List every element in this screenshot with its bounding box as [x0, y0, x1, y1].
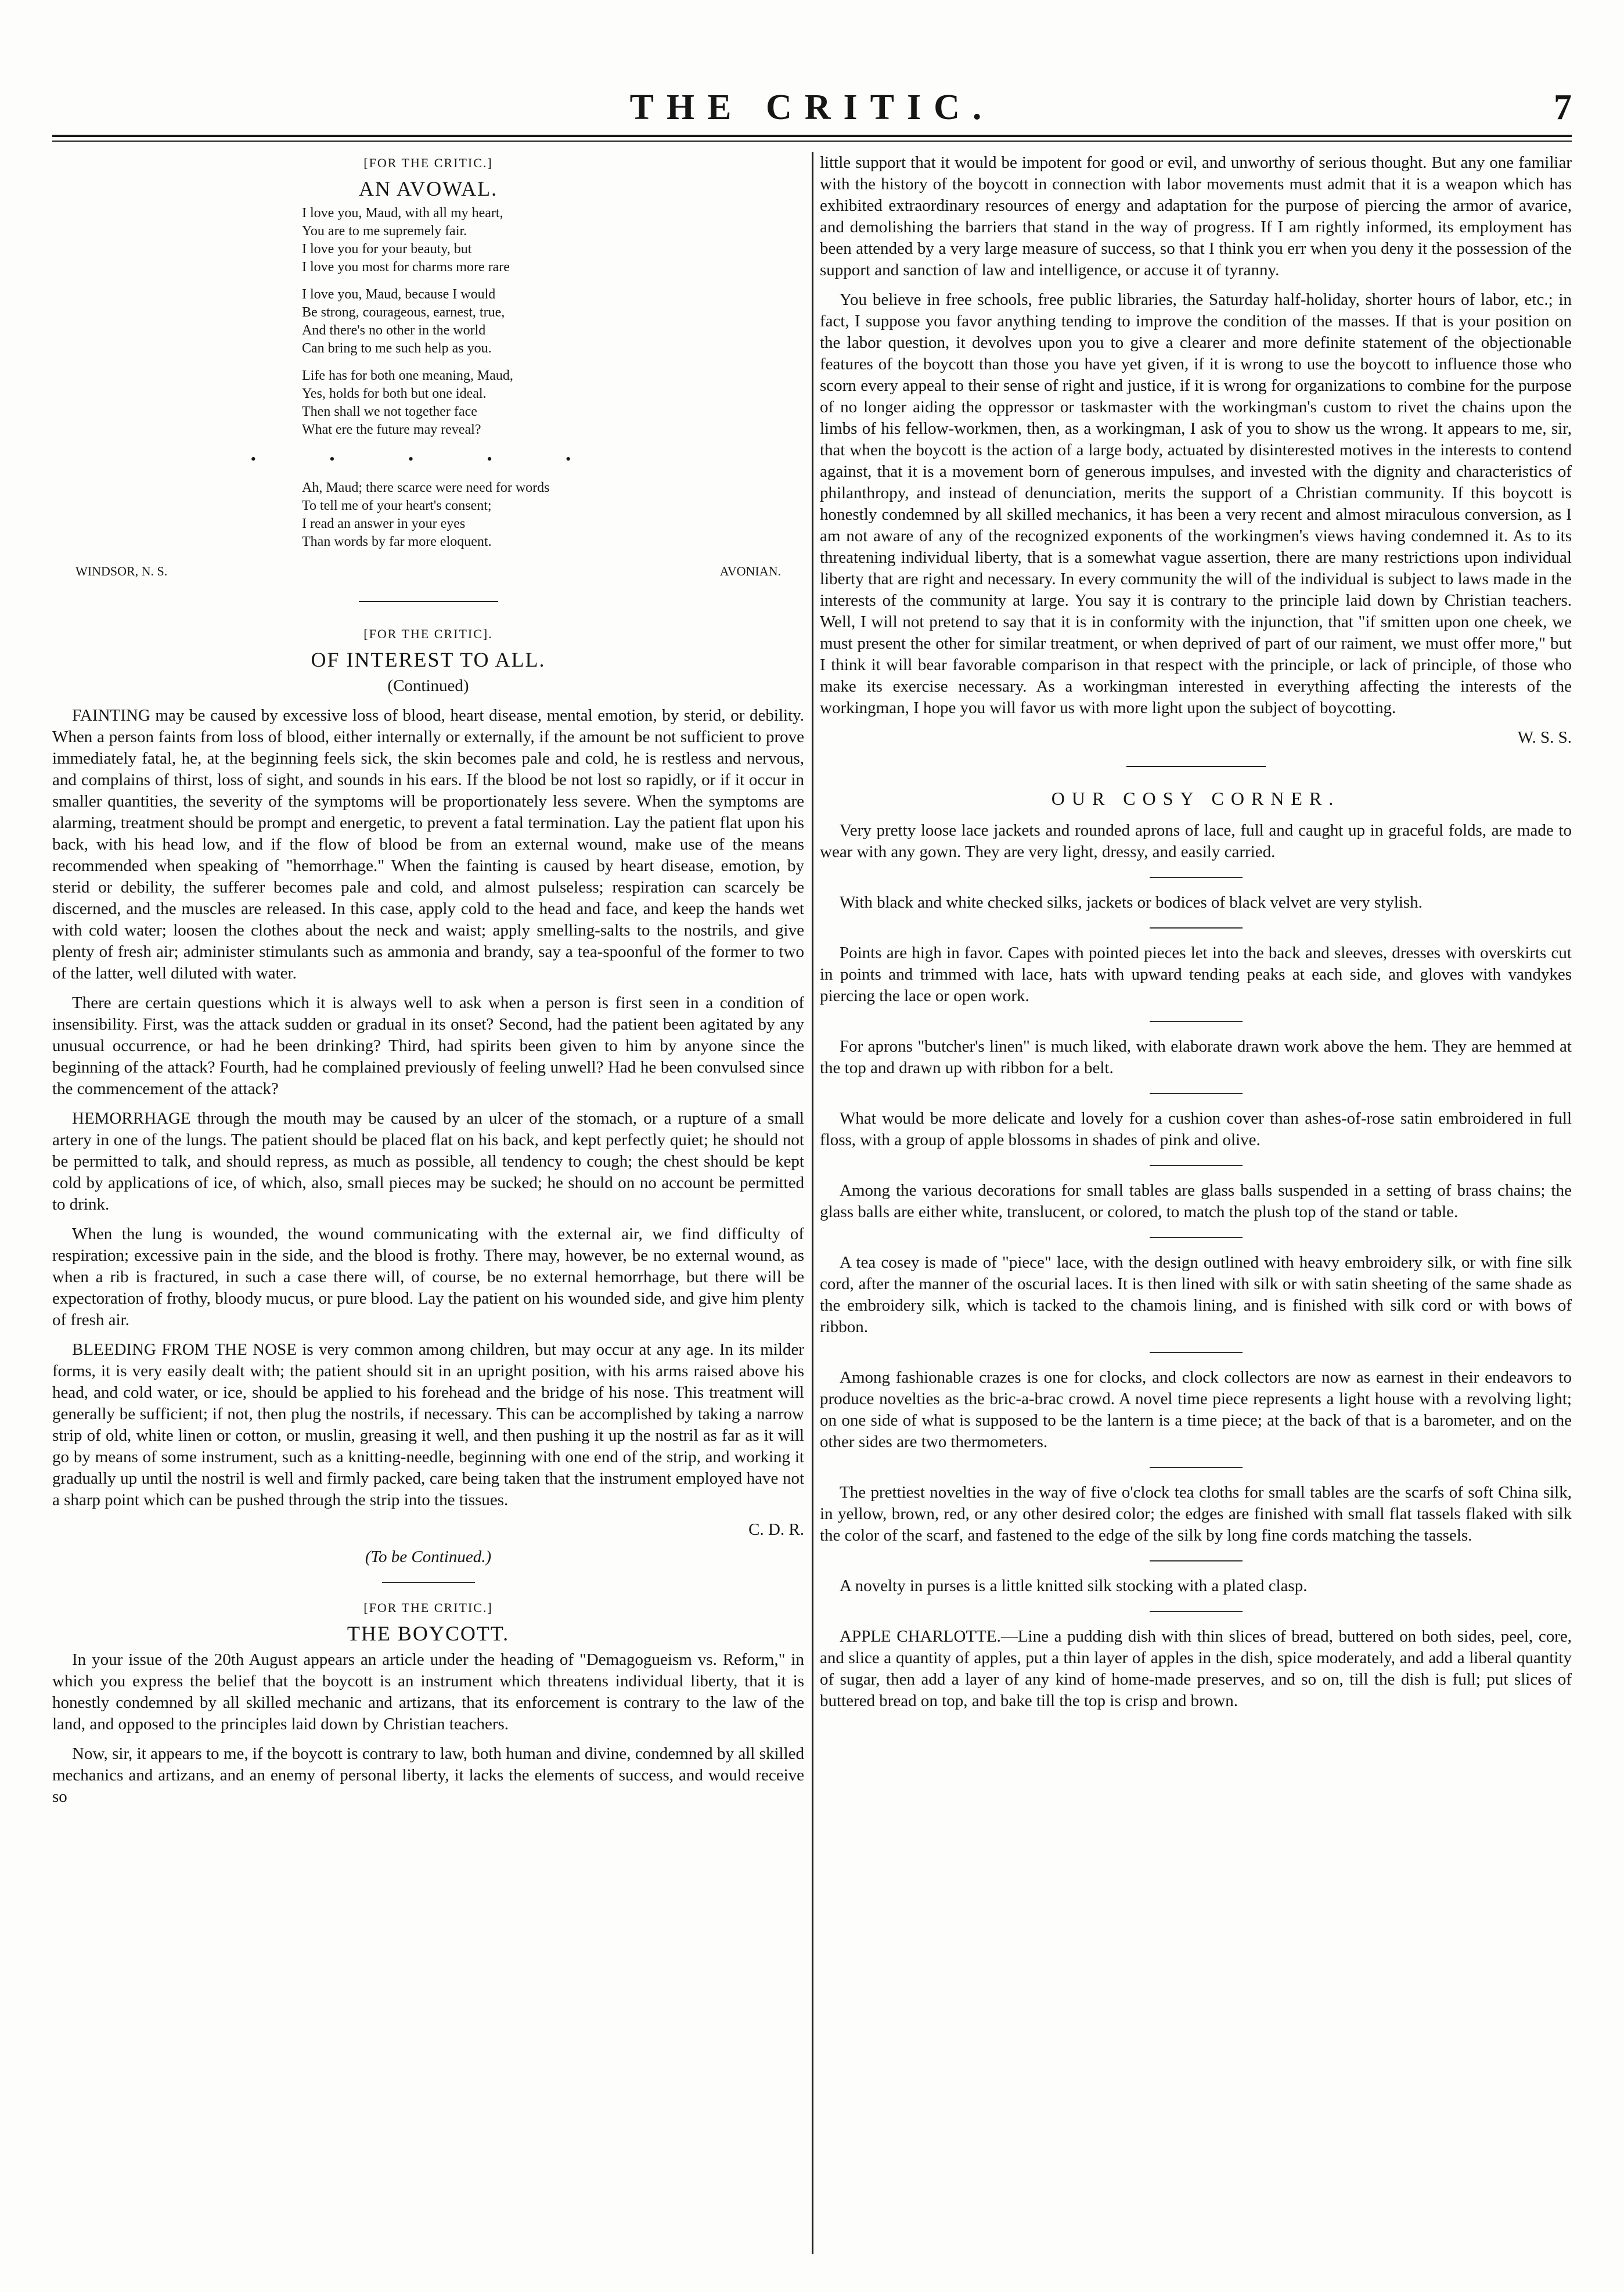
poem-line: Life has for both one meaning, Maud,: [302, 368, 513, 383]
poem-body: [302, 204, 804, 439]
section-ornament: [359, 601, 498, 606]
cosy-paragraph: What would be more delicate and lovely for a cushion cover than ashes-of-rose satin embroidered in full floss, with a group of apple blossoms in shades of pink and olive.: [820, 1109, 1572, 1149]
article-paragraph: HEMORRHAGE through the mouth may be caused by an ulcer of the stomach, or a rupture of a small artery in one of the lungs. The patient should be placed flat on his back, and kept perfectly quiet; he should not be permitted to talk, and should repress, as much as possible, all tendency to cough; the chest should be kept cold by applications of ice, of which, also, small pieces may be sucked; he should on no account be permitted to drink.: [52, 1109, 804, 1214]
poem-line: I read an answer in your eyes: [302, 516, 466, 531]
article-signature: W. S. S.: [1517, 728, 1572, 747]
poem-body-final: [302, 479, 804, 551]
poem-ellipsis: • • • • •: [250, 451, 606, 467]
poem-title: AN AVOWAL.: [358, 177, 498, 200]
column-divider: [812, 152, 813, 2254]
article-paragraph: FAINTING may be caused by excessive loss of blood, heart disease, mental emotion, by sterid, or debility. When a person faints from loss of blood, either internally or externally, if the amount be not sufficient to prove immediately fatal, he, at the beginning feels sick, the skin becomes pale and cold, he is restless and nervous, and complains of thirst, loss of sight, and sounds in his ears. If the blood be not lost so rapidly, or if it occur in smaller quantities, the severity of the symptoms will be proportionately less severe. When the symptoms are alarming, treatment should be prompt and energetic, to prevent a fatal termination. Lay the patient flat upon his back, with his head low, and if the flow of blood be from an external wound, make use of the means recommended when speaking of "hemorrhage." When the fainting is caused by heart disease, emotion, by sterid or debility, the sufferer becomes pale and cold, and almost pulseless; respiration can scarcely be discerned, and the muscles are released. In this case, apply cold to the head and face, and keep the hands wet with cold water; loosen the clothes about the neck and waist; apply smelling-salts to the nostrils, and give plenty of fresh air; administer stimulants such as ammonia and brandy, say a tea-spoonful of the former to two of the latter, well diluted with water.: [52, 706, 804, 983]
boycott-continued: [820, 152, 1572, 749]
section-rule: [1150, 1093, 1243, 1094]
poem-line: Ah, Maud; there scarce were need for words: [302, 480, 550, 495]
poem-line: Yes, holds for both but one ideal.: [302, 386, 487, 401]
section-rule: [382, 1582, 475, 1583]
poem-line: I love you most for charms more rare: [302, 260, 510, 275]
article-paragraph: You believe in free schools, free public libraries, the Saturday half-holiday, shorter hours of labor, etc.; in fact, I suppose you favor anything tending to improve the condition of the masses. If that is your position on the labor question, it devolves upon you to give a clearer and more definite statement of the objectionable features of the boycott than those you have yet given, if it is wrong to use the boycott to influence those who scorn every appeal to their sense of right and justice, if it is wrong for organizations to combine for the purpose of no longer aiding the oppressor or taskmaster with the workingman's custom to rivet the chains upon the limbs of his fellow-workmen, then, as a workingman, I ask of you to show us the wrong. It appears to me, sir, that when the boycott is the action of a large body, actuated by disinterested motives in the interests to contend against, that it is a movement born of generous impulses, and invested with the dignity and characteristics of philanthropy, and instead of denunciation, merits the support of a Christian community. If this boycott is honestly condemned by all skilled mechanics, it has been a very recent and almost miraculous conversion, as I am not aware of any of the recognized exponents of the workingmen's views having condemned it. As to its threatening individual liberty, that is a somewhat vague assertion, there are many restrictions upon individual liberty that are right and necessary. In every community the will of the individual is subject to laws made in the interests of the community at large. You say it is contrary to the principle laid down by Christian teachers. Well, I will not pretend to say that it is in conformity with the injunction, that "if smitten upon one cheek, we must present the other for similar treatment, or when deprived of part of our raiment, we must offer more," but I think it will bear favorable comparison in that respect with the principle, or lack of principle, of those who make its exercise necessary. As a workingman interested in everything affecting the interests of the workingman, I hope you will favor us with more light upon the subject of boycotting.: [820, 290, 1572, 717]
continued-note: (To be Continued.): [365, 1548, 492, 1566]
section-rule: [1150, 1611, 1243, 1612]
article-signature: C. D. R.: [748, 1520, 804, 1539]
page-number: 7: [1554, 88, 1572, 127]
poem-stanza: [302, 204, 804, 276]
cosy-paragraph: APPLE CHARLOTTE.—Line a pudding dish with thin slices of bread, buttered on both sides, peel, core, and slice a quantity of apples, put a thin layer of apples in the dish, spice moderately, and add a liberal quantity of sugar, then add a layer of any kind of home-made preserves, and so on, till the dish is full; put slices of buttered bread on top, and bake till the top is crisp and brown.: [820, 1627, 1572, 1710]
cosy-paragraph: A novelty in purses is a little knitted silk stocking with a plated clasp.: [840, 1577, 1308, 1595]
article-kicker: [FOR THE CRITIC.]: [363, 1600, 493, 1615]
newspaper-title: THE CRITIC.: [629, 88, 995, 127]
cosy-paragraph: Among fashionable crazes is one for clocks, and clock collectors are now as earnest in their endeavors to produce novelties as the bric-a-brac crowd. A novel time piece represents a light house with a revolving light; on one side of what is supposed to be the lantern is a time piece; at the back of that is a barometer, and on the other sides are two thermometers.: [820, 1368, 1572, 1451]
poem-line: Then shall we not together face: [302, 404, 477, 419]
left-column: [52, 152, 804, 1816]
cosy-paragraph: The prettiest novelties in the way of five o'clock tea cloths for small tables are the scarfs of soft China silk, in yellow, brown, red, or any other desired color; the edges are finished with small flat tassels flaked with silk the color of the scarf, and fastened to the edge of the silk by long fine cords matching the tassels.: [820, 1483, 1572, 1545]
poem-stanza: [302, 479, 804, 551]
poem-line: Be strong, courageous, earnest, true,: [302, 305, 505, 320]
cosy-paragraph: For aprons "butcher's linen" is much liked, with elaborate drawn work above the hem. They are hemmed at the top and drawn up with ribbon for a belt.: [820, 1037, 1572, 1077]
article-paragraph: little support that it would be impotent for good or evil, and unworthy of serious thought. But any one familiar with the history of the boycott in connection with labor movements must admit that it is a weapon which has exhibited extraordinary resources of energy and adaptation for the purpose of piercing the armor of avarice, and demolishing the barriers that stand in the way of progress. If I am rightly informed, its employment has been attended by a very large measure of success, so that I think you err when you deny it the possession of the support and sanction of law and intelligence, or accuse it of tyranny.: [820, 153, 1572, 279]
cosy-paragraph: A tea cosey is made of "piece" lace, with the design outlined with heavy embroidery silk, or with fine silk cord, after the manner of the oscurial laces. It is then lined with silk or with satin sheeting of the same shade as the embroidery silk, which is tacked to the chamois lining, and is finished with silk cord or with bows of ribbon.: [820, 1253, 1572, 1336]
article-paragraph: There are certain questions which it is always well to ask when a person is first seen in a condition of insensibility. First, was the attack sudden or gradual in its onset? Second, had the patient been agitated by any unusual occurrence, or had he been drinking? Third, had spirits been given to him by anyone since the beginning of the attack? Fourth, had he complained previously of feeling unwell? Had he been convulsed since the commencement of the attack?: [52, 994, 804, 1098]
section-rule: [1150, 1021, 1243, 1022]
cosy-paragraph: Among the various decorations for small tables are glass balls suspended in a setting of brass chains; the glass balls are either white, translucent, or colored, to match the plush top of the stand or table.: [820, 1181, 1572, 1221]
poem-line: To tell me of your heart's consent;: [302, 498, 492, 513]
article-kicker: [FOR THE CRITIC].: [363, 627, 493, 641]
section-rule: [1150, 927, 1243, 929]
article-subtitle: (Continued): [387, 677, 469, 695]
poem-line: I love you for your beauty, but: [302, 242, 472, 257]
our-cosy-corner: [820, 788, 1572, 1712]
article-boycott: [52, 1597, 804, 1808]
poem-line: You are to me supremely fair.: [302, 224, 467, 239]
section-title: OUR COSY CORNER.: [1051, 788, 1341, 809]
poem-stanza: [302, 367, 804, 439]
article-of-interest: [52, 623, 804, 1568]
poem-place: WINDSOR, N. S.: [75, 564, 168, 578]
section-rule: [1150, 1467, 1243, 1468]
cosy-paragraph: Points are high in favor. Capes with pointed pieces let into the back and sleeves, dresses with overskirts cut in points and trimmed with lace, hats with upward tending peaks at each side, and gloves with vandykes piercing the lace or open work.: [820, 944, 1572, 1005]
poem-line: Than words by far more eloquent.: [302, 534, 492, 549]
section-rule: [1150, 1237, 1243, 1238]
article-paragraph: Now, sir, it appears to me, if the boycott is contrary to law, both human and divine, condemned by all skilled mechanics and artizans, and an enemy of personal liberty, it lacks the elements of success, and would receive so: [52, 1744, 804, 1806]
masthead: [52, 87, 1572, 128]
article-paragraph: BLEEDING FROM THE NOSE is very common among children, but may occur at any age. In its milder forms, it is very easily dealt with; the patient should sit in an upright position, with his arms raised above his head, and cold water, or ice, should be applied to his forehead and the bridge of his nose. This treatment will generally be sufficient; if not, then plug the nostrils, if necessary. This can be accomplished by taking a narrow strip of old, white linen or cotton, or muslin, greasing it well, and then pushing it up the nostril as far as it will go by means of some instrument, such as a knitting-needle, beginning with one end of the strip, and working it gradually up until the nostril is well and firmly packed, care being taken that the instrument employed have not a sharp point which can be pushed through the strip into the tissues.: [52, 1340, 804, 1509]
poem-line: I love you, Maud, with all my heart,: [302, 206, 503, 221]
right-column: [820, 152, 1572, 1720]
poem-line: Can bring to me such help as you.: [302, 341, 492, 356]
section-ornament: [1126, 766, 1266, 771]
masthead-rule-bottom: [52, 141, 1572, 142]
poem-line: And there's no other in the world: [302, 323, 486, 338]
section-rule: [1150, 877, 1243, 878]
poem-line: I love you, Maud, because I would: [302, 287, 496, 302]
article-title: OF INTEREST TO ALL.: [311, 648, 546, 671]
section-rule: [1150, 1352, 1243, 1353]
article-paragraph: When the lung is wounded, the wound communicating with the external air, we find difficulty of respiration; excessive pain in the side, and the blood is frothy. There may, however, be no external wound, as when a rib is fractured, in such a case there will, of course, be no external hemorrhage, but there will be expectoration of frothy, bloody mucus, or pure blood. Lay the patient on his wounded side, and give him plenty of fresh air.: [52, 1225, 804, 1329]
section-rule: [1150, 1165, 1243, 1166]
poem-signature-row: [52, 560, 804, 584]
poem-signature: AVONIAN.: [719, 564, 781, 578]
cosy-paragraph: With black and white checked silks, jackets or bodices of black velvet are very stylish.: [840, 893, 1423, 912]
article-paragraph: In your issue of the 20th August appears an article under the heading of "Demagogueism vs. Reform," in which you express the belief that the boycott is an instrument which threatens individual liberty, that it is honestly condemned by all skilled mechanic and artizans, that its enforcement is contrary to the law of the land, and opposed to the principles laid down by Christian teachers.: [52, 1650, 804, 1733]
poem-stanza: [302, 286, 804, 358]
cosy-paragraph: Very pretty loose lace jackets and rounded aprons of lace, full and caught up in graceful folds, are made to wear with any gown. They are very light, dressy, and easily carried.: [820, 821, 1572, 861]
masthead-rule-top: [52, 135, 1572, 137]
poem-avowal: [52, 152, 804, 584]
poem-line: What ere the future may reveal?: [302, 422, 481, 437]
section-rule: [1150, 1560, 1243, 1561]
poem-kicker: [FOR THE CRITIC.]: [363, 156, 493, 170]
article-title: THE BOYCOTT.: [347, 1622, 510, 1645]
